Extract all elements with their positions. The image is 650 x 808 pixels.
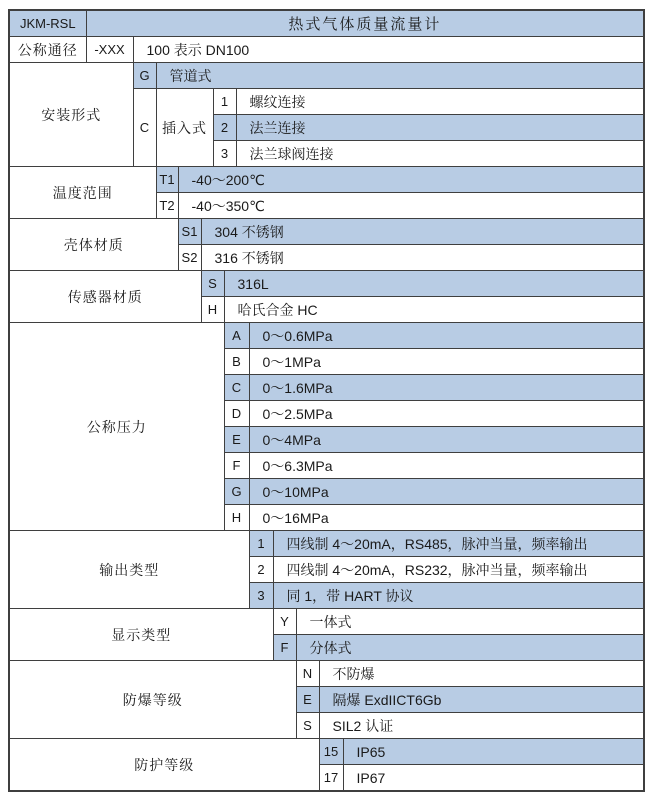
- table-row: [9, 609, 644, 635]
- pressure-option-code: D: [224, 401, 249, 427]
- output-option-desc: 同 1，带 HART 协议: [273, 583, 644, 609]
- pressure-option-desc: 0～10MPa: [249, 479, 644, 505]
- table-row: [9, 63, 644, 89]
- explosion-option-code: E: [296, 687, 319, 713]
- install-pipe-code: G: [133, 63, 156, 89]
- display-label: 显示类型: [9, 609, 273, 661]
- protection-option-desc: IP67: [343, 765, 644, 792]
- pressure-option-code: A: [224, 323, 249, 349]
- sensor-option-code: H: [201, 297, 224, 323]
- table-row: [9, 219, 644, 245]
- dn-desc: 100 表示 DN100: [133, 37, 644, 63]
- explosion-option-desc: 隔爆 ExdIICT6Gb: [319, 687, 644, 713]
- table-row: [9, 10, 644, 37]
- table-row: [9, 323, 644, 349]
- temperature-label: 温度范围: [9, 167, 156, 219]
- temperature-option-desc: -40～350℃: [178, 193, 644, 219]
- protection-label: 防护等级: [9, 739, 319, 792]
- insert-option-code: 3: [213, 141, 236, 167]
- table-row: [9, 661, 644, 687]
- sensor-label: 传感器材质: [9, 271, 201, 323]
- output-option-code: 1: [249, 531, 273, 557]
- sensor-option-code: S: [201, 271, 224, 297]
- output-option-code: 3: [249, 583, 273, 609]
- pressure-option-code: F: [224, 453, 249, 479]
- insert-option-desc: 螺纹连接: [236, 89, 644, 115]
- sensor-option-desc: 316L: [224, 271, 644, 297]
- insert-option-code: 2: [213, 115, 236, 141]
- temperature-option-code: T2: [156, 193, 178, 219]
- pressure-option-desc: 0～4MPa: [249, 427, 644, 453]
- output-option-code: 2: [249, 557, 273, 583]
- dn-label: 公称通径: [9, 37, 86, 63]
- pressure-option-code: B: [224, 349, 249, 375]
- pressure-option-desc: 0～2.5MPa: [249, 401, 644, 427]
- sensor-option-desc: 哈氏合金 HC: [224, 297, 644, 323]
- dn-code: -XXX: [86, 37, 133, 63]
- protection-option-code: 15: [319, 739, 343, 765]
- display-option-code: Y: [273, 609, 296, 635]
- pressure-option-code: H: [224, 505, 249, 531]
- output-label: 输出类型: [9, 531, 249, 609]
- protection-option-code: 17: [319, 765, 343, 792]
- table-row: [9, 739, 644, 765]
- pressure-option-code: E: [224, 427, 249, 453]
- housing-option-desc: 304 不锈钢: [201, 219, 644, 245]
- install-insert-code: C: [133, 89, 156, 167]
- pressure-option-desc: 0～16MPa: [249, 505, 644, 531]
- explosion-option-code: S: [296, 713, 319, 739]
- pressure-option-desc: 0～1MPa: [249, 349, 644, 375]
- display-option-desc: 分体式: [296, 635, 644, 661]
- pressure-option-code: C: [224, 375, 249, 401]
- table-row: [9, 531, 644, 557]
- pressure-option-code: G: [224, 479, 249, 505]
- output-option-desc: 四线制 4～20mA，RS485，脉冲当量，频率输出: [273, 531, 644, 557]
- install-insert-name: 插入式: [156, 89, 213, 167]
- pressure-label: 公称压力: [9, 323, 224, 531]
- protection-option-desc: IP65: [343, 739, 644, 765]
- housing-label: 壳体材质: [9, 219, 178, 271]
- pressure-option-desc: 0～1.6MPa: [249, 375, 644, 401]
- pressure-option-desc: 0～6.3MPa: [249, 453, 644, 479]
- insert-option-desc: 法兰球阀连接: [236, 141, 644, 167]
- insert-option-desc: 法兰连接: [236, 115, 644, 141]
- model-selection-table: [8, 9, 645, 792]
- housing-option-code: S1: [178, 219, 201, 245]
- pressure-option-desc: 0～0.6MPa: [249, 323, 644, 349]
- display-option-code: F: [273, 635, 296, 661]
- explosion-label: 防爆等级: [9, 661, 296, 739]
- product-title: 热式气体质量流量计: [86, 10, 644, 37]
- table-row: [9, 167, 644, 193]
- install-label: 安装形式: [9, 63, 133, 167]
- housing-option-desc: 316 不锈钢: [201, 245, 644, 271]
- explosion-option-desc: 不防爆: [319, 661, 644, 687]
- temperature-option-code: T1: [156, 167, 178, 193]
- explosion-option-code: N: [296, 661, 319, 687]
- product-model: JKM-RSL: [9, 10, 86, 37]
- temperature-option-desc: -40～200℃: [178, 167, 644, 193]
- table-row: [9, 37, 644, 63]
- explosion-option-desc: SIL2 认证: [319, 713, 644, 739]
- output-option-desc: 四线制 4～20mA，RS232，脉冲当量，频率输出: [273, 557, 644, 583]
- table-row: [9, 271, 644, 297]
- housing-option-code: S2: [178, 245, 201, 271]
- install-pipe-desc: 管道式: [156, 63, 644, 89]
- display-option-desc: 一体式: [296, 609, 644, 635]
- insert-option-code: 1: [213, 89, 236, 115]
